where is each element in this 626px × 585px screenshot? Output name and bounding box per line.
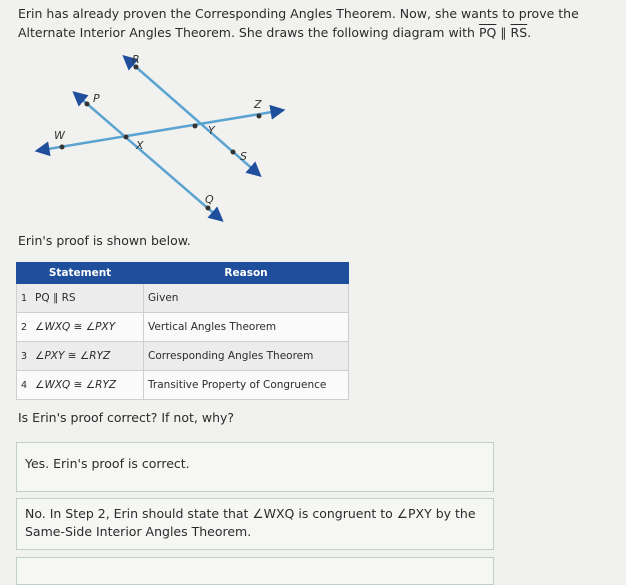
proof-row <box>17 284 349 313</box>
label-z: Z <box>254 98 262 111</box>
choice-text: No. In Step 2, Erin should state that ∠WXQ is congruent to ∠PXY by the Same-Side Interior Angles Theorem. <box>25 506 476 539</box>
statement-cell: ∠WXQ ≅ ∠PXY <box>31 313 144 342</box>
statement-cell: PQ ∥ RS <box>31 284 144 313</box>
label-y: Y <box>208 124 215 137</box>
proof-table <box>16 262 349 400</box>
proof-row <box>17 371 349 400</box>
point-y <box>193 124 198 129</box>
choice-text: Yes. Erin's proof is correct. <box>25 456 190 471</box>
statement-cell: ∠PXY ≅ ∠RYZ <box>31 342 144 371</box>
label-w: W <box>54 129 65 142</box>
label-x: X <box>136 139 144 152</box>
label-q: Q <box>205 193 214 206</box>
intro-text: Erin has already proven the Corresponding Angles Theorem. Now, she wants to prove the Alternate Interior Angles Theorem. She draws the following diagram with <box>18 6 579 40</box>
point-p <box>85 102 90 107</box>
problem-intro <box>18 4 618 42</box>
question-text: Is Erin's proof correct? If not, why? <box>18 410 235 425</box>
answer-choice-yes[interactable] <box>16 442 494 492</box>
reason-cell: Vertical Angles Theorem <box>144 313 349 342</box>
answer-choice-no-step2[interactable] <box>16 498 494 550</box>
proof-row <box>17 313 349 342</box>
rs-line-notation: $\overline{RS}$ <box>510 25 528 40</box>
reason-cell: Given <box>144 284 349 313</box>
reason-cell: Transitive Property of Congruence <box>144 371 349 400</box>
point-x <box>124 135 129 140</box>
statement-header: Statement <box>17 263 144 284</box>
proof-header-row <box>17 263 349 284</box>
point-z <box>257 114 262 119</box>
step-number: 1 <box>17 284 32 313</box>
point-s <box>231 150 236 155</box>
label-p: P <box>93 92 100 105</box>
statement-cell: ∠WXQ ≅ ∠RYZ <box>31 371 144 400</box>
intro-end: . <box>527 25 532 40</box>
point-q <box>206 206 211 211</box>
label-r: R <box>132 53 140 66</box>
answer-choice-partial[interactable] <box>16 557 494 585</box>
proof-row <box>17 342 349 371</box>
point-w <box>60 145 65 150</box>
proof-intro: Erin's proof is shown below. <box>18 233 191 248</box>
reason-cell: Corresponding Angles Theorem <box>144 342 349 371</box>
transversal-wz <box>42 111 278 150</box>
step-number: 3 <box>17 342 32 371</box>
reason-header: Reason <box>144 263 349 284</box>
step-number: 2 <box>17 313 32 342</box>
label-s: S <box>240 150 247 163</box>
step-number: 4 <box>17 371 32 400</box>
parallel-symbol: ∥ <box>496 25 511 40</box>
pq-line-notation: $\overline{PQ}$ <box>478 25 497 40</box>
line-pq <box>78 96 218 217</box>
geometry-diagram <box>30 50 290 225</box>
